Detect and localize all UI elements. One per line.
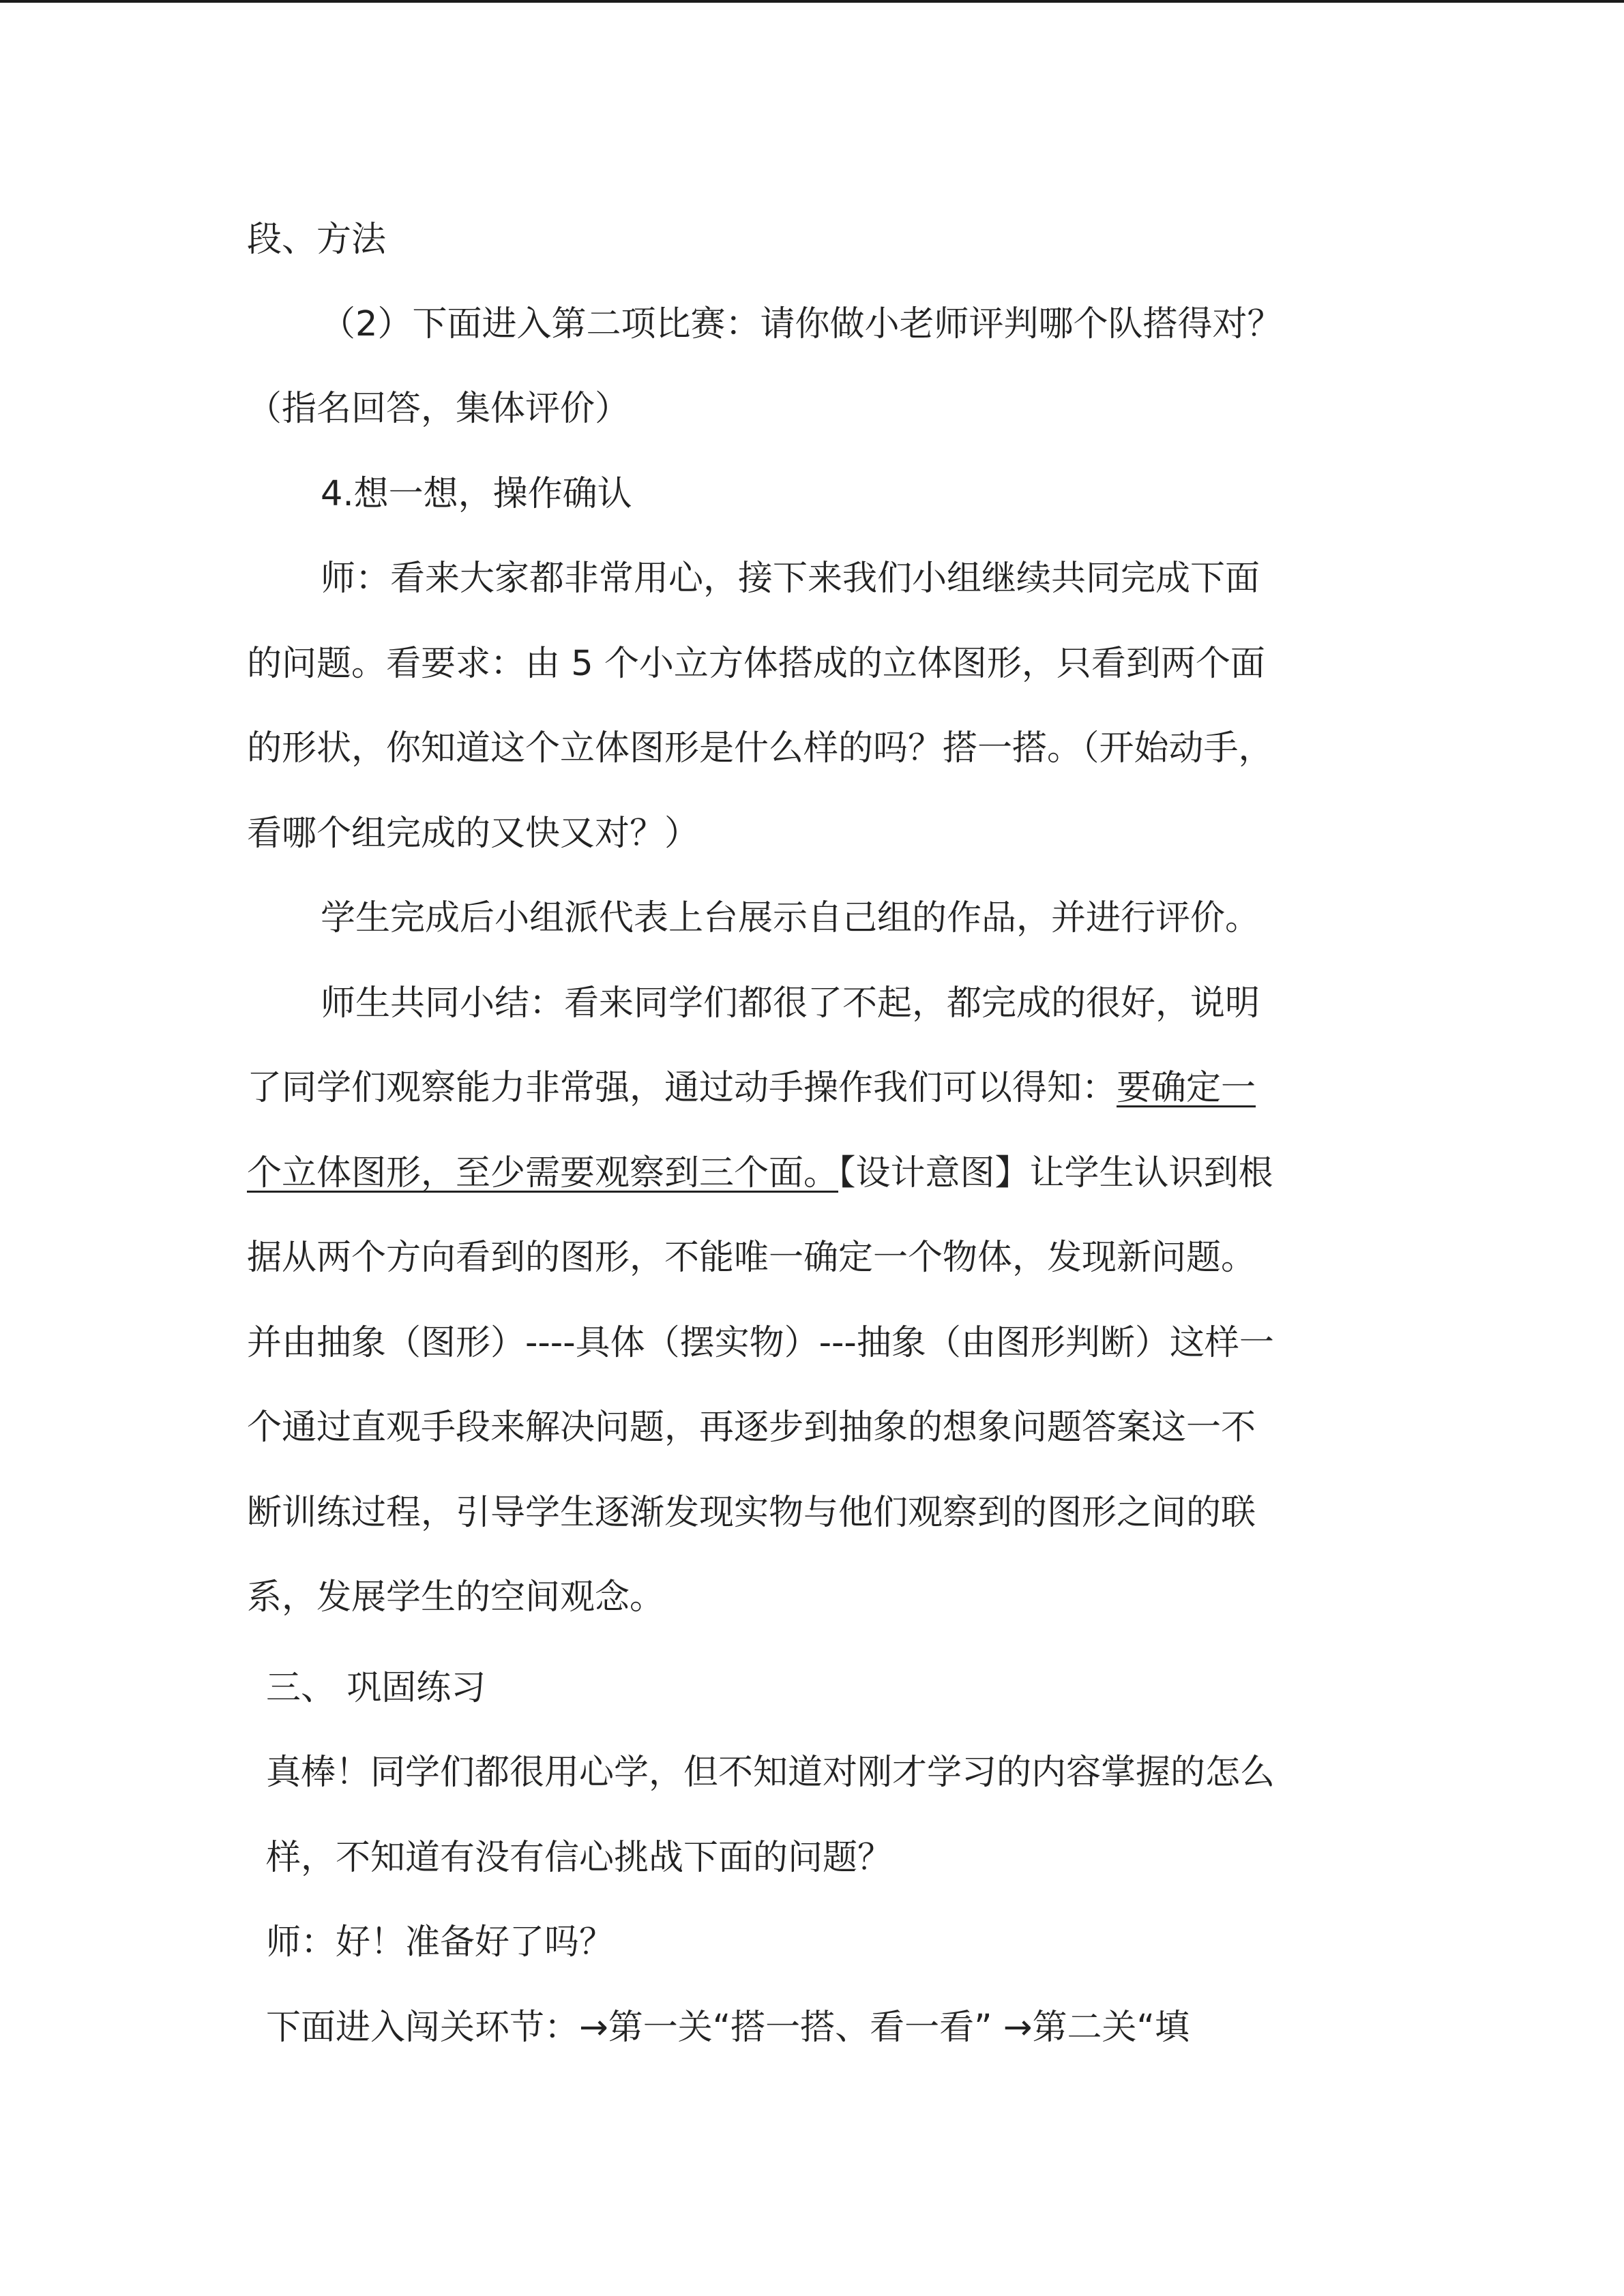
text-line xyxy=(247,389,630,429)
text-segment: 段、方法 xyxy=(247,220,387,260)
text-line xyxy=(247,728,1273,769)
text-segment: （指名回答，集体评价） xyxy=(247,389,630,429)
text-line xyxy=(247,1493,1256,1533)
text-line xyxy=(266,1753,1275,1793)
text-line xyxy=(247,814,700,854)
underlined-conclusion: 要确定一 xyxy=(1117,1068,1256,1108)
text-line xyxy=(266,1838,893,1878)
text-line xyxy=(247,1068,1256,1108)
text-line xyxy=(266,1922,615,1963)
design-intent-text: 【设计意图】让学生认识到根 xyxy=(838,1153,1273,1193)
text-line xyxy=(321,474,632,514)
text-line xyxy=(321,304,1282,344)
text-segment: 看哪个组完成的又快又对？） xyxy=(247,814,700,854)
text-segment: 4.想一想，操作确认 xyxy=(321,474,632,514)
text-segment: 了同学们观察能力非常强，通过动手操作我们可以得知： xyxy=(247,1068,1117,1108)
text-segment: 样，不知道有没有信心挑战下面的问题？ xyxy=(266,1838,893,1878)
section-heading xyxy=(266,1668,486,1708)
text-line xyxy=(321,558,1260,599)
text-segment: 系，发展学生的空间观念。 xyxy=(247,1577,665,1617)
text-line xyxy=(266,2008,1190,2048)
text-segment: 并由抽象（图形）----具体（摆实物）---抽象（由图形判断）这样一 xyxy=(247,1323,1274,1363)
text-line xyxy=(247,1323,1274,1363)
text-segment: 的问题。看要求：由 5 个小立方体搭成的立体图形，只看到两个面 xyxy=(247,644,1265,684)
text-segment: 断训练过程，引导学生逐渐发现实物与他们观察到的图形之间的联 xyxy=(247,1493,1256,1533)
underlined-conclusion: 个立体图形，至少需要观察到三个面。 xyxy=(247,1153,839,1193)
text-line xyxy=(247,1407,1256,1448)
text-segment: 的形状，你知道这个立体图形是什么样的吗？搭一搭。（开始动手， xyxy=(247,728,1273,769)
text-segment: 师：看来大家都非常用心，接下来我们小组继续共同完成下面 xyxy=(321,558,1260,599)
text-segment: 三、 巩固练习 xyxy=(266,1668,486,1708)
text-segment: 学生完成后小组派代表上台展示自己组的作品，并进行评价。 xyxy=(321,898,1260,938)
text-segment: （2）下面进入第二项比赛：请你做小老师评判哪个队搭得对？ xyxy=(321,304,1282,344)
text-segment: 师生共同小结：看来同学们都很了不起，都完成的很好，说明 xyxy=(321,983,1260,1024)
text-line xyxy=(321,898,1260,938)
text-line xyxy=(247,220,387,260)
text-line xyxy=(247,1238,1256,1278)
text-segment: 下面进入闯关环节：→第一关“搭一搭、看一看” →第二关“填 xyxy=(266,2008,1190,2048)
text-segment: 据从两个方向看到的图形，不能唯一确定一个物体，发现新问题。 xyxy=(247,1238,1256,1278)
text-line xyxy=(321,983,1260,1024)
text-segment: 个通过直观手段来解决问题，再逐步到抽象的想象问题答案这一不 xyxy=(247,1407,1256,1448)
text-line xyxy=(247,1577,665,1617)
text-line xyxy=(247,644,1265,684)
text-line xyxy=(247,1153,1273,1193)
text-segment: 师：好！准备好了吗？ xyxy=(266,1922,615,1963)
text-segment: 真棒！同学们都很用心学，但不知道对刚才学习的内容掌握的怎么 xyxy=(266,1753,1275,1793)
